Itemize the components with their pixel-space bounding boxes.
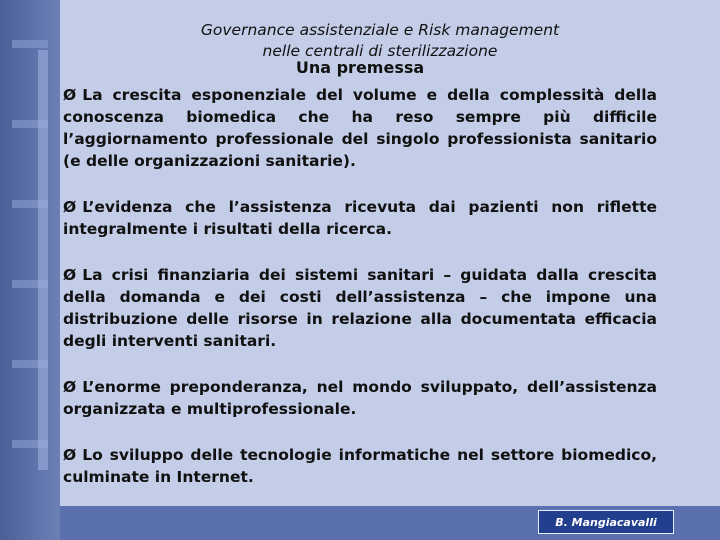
list-item bbox=[63, 196, 657, 240]
slide-subtitle: Una premessa bbox=[295, 58, 425, 77]
list-item bbox=[63, 444, 657, 488]
footer-bar bbox=[60, 506, 720, 540]
slide-title-line2: nelle centrali di sterilizzazione bbox=[262, 42, 498, 60]
list-item bbox=[63, 376, 657, 420]
list-item-text: La crisi finanziaria dei sistemi sanitari – guidata dalla crescita della domanda e dei costi dell’assistenza – che impone una distribuzione delle risorse in relazione alla documentata efficacia degli interventi sanitari. bbox=[63, 266, 657, 350]
list-item-text: La crescita esponenziale del volume e della complessità della conoscenza biomedica che ha reso sempre più difficile l’aggiornamento professionale del singolo professionista sanitario (e delle organizzazioni sanitarie). bbox=[63, 86, 657, 170]
author-label: B. Mangiacavalli bbox=[538, 510, 674, 534]
arrow-bullet-icon: Ø bbox=[63, 266, 77, 284]
left-decorative-band bbox=[0, 0, 60, 540]
arrow-bullet-icon: Ø bbox=[63, 378, 77, 396]
list-item-text: Lo sviluppo delle tecnologie informatiche nel settore biomedico, culminate in Internet. bbox=[63, 446, 657, 486]
list-item-text: L’evidenza che l’assistenza ricevuta dai pazienti non riflette integralmente i risultati della ricerca. bbox=[63, 198, 657, 238]
list-item-text: L’enorme preponderanza, nel mondo sviluppato, dell’assistenza organizzata e multiprofessionale. bbox=[63, 378, 657, 418]
arrow-bullet-icon: Ø bbox=[63, 446, 77, 464]
list-item bbox=[63, 264, 657, 352]
slide-title-line1: Governance assistenziale e Risk management bbox=[200, 21, 560, 39]
band-stripe bbox=[12, 40, 48, 48]
arrow-bullet-icon: Ø bbox=[63, 198, 77, 216]
band-vertical-line bbox=[38, 50, 48, 470]
arrow-bullet-icon: Ø bbox=[63, 86, 77, 104]
bullet-list bbox=[63, 84, 657, 512]
list-item bbox=[63, 84, 657, 172]
slide-title bbox=[120, 20, 640, 62]
